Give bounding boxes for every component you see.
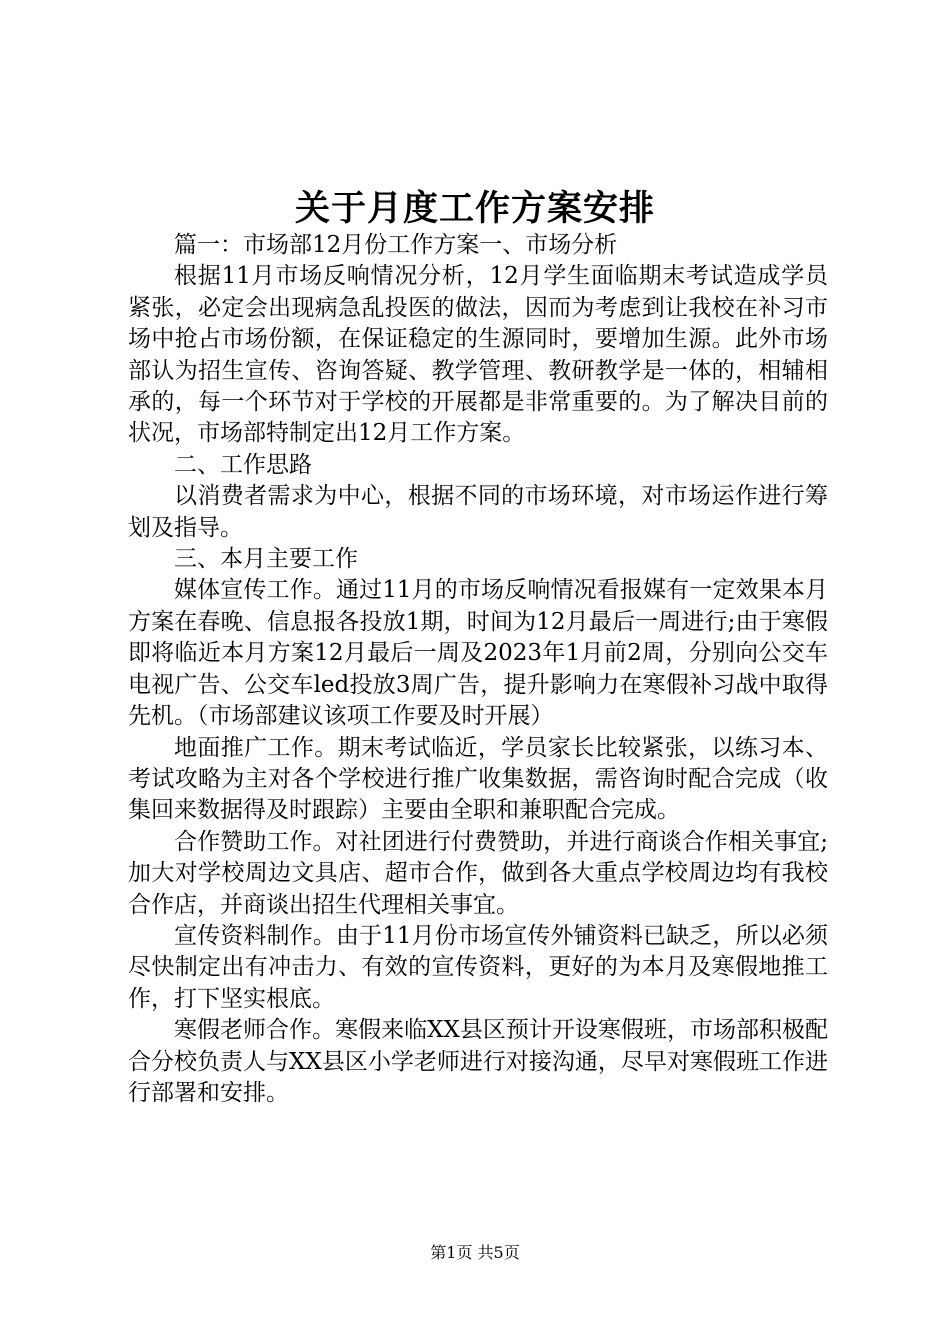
paragraph-section-intro: 篇一：市场部12月份工作方案一、市场分析 bbox=[174, 232, 618, 258]
heading-main-work: 三、本月主要工作 bbox=[174, 546, 358, 573]
document-title: 关于月度工作方案安排 bbox=[294, 188, 655, 229]
paragraph-work-approach: 以消费者需求为中心，根据不同的市场环境，对市场运作进行筹划及指导。 bbox=[128, 483, 828, 541]
page-footer: 第1页 共5页 bbox=[430, 1243, 520, 1262]
paragraph-sponsorship: 合作赞助工作。对社团进行付费赞助，并进行商谈合作相关事宜;加大对学校周边文具店、超市合作，做到各大重点学校周边均有我校合作店，并商谈出招生代理相关事宜。 bbox=[128, 828, 828, 918]
heading-work-approach: 二、工作思路 bbox=[174, 451, 312, 478]
paragraph-market-analysis: 根据11月市场反响情况分析，12月学生面临期末考试造成学员紧张，必定会出现病急乱投医的做法，因而为考虑到让我校在补习市场中抢占市场份额，在保证稳定的生源同时，要增加生源。此外市场部认为招生宣传、咨询答疑、教学管理、教研教学是一体的，相辅相承的，每一个环节对于学校的开展都是非常重要的。为了解决目前的状况，市场部特制定出12月工作方案。 bbox=[128, 263, 828, 447]
paragraph-media-promotion: 媒体宣传工作。通过11月的市场反响情况看报媒有一定效果本月方案在春晚、信息报各投放1期，时间为12月最后一周进行;由于寒假即将临近本月方案12月最后一周及2023年1月前2周，分别向公交车电视广告、公交车led投放3周广告，提升影响力在寒假补习战中取得先机。（市场部建议该项工作要及时开展） bbox=[128, 577, 828, 730]
paragraph-winter-teachers: 寒假老师合作。寒假来临XX县区预计开设寒假班，市场部积极配合分校负责人与XX县区小学老师进行对接沟通，尽早对寒假班工作进行部署和安排。 bbox=[128, 1017, 828, 1106]
document-body bbox=[128, 230, 828, 1109]
paragraph-materials: 宣传资料制作。由于11月份市场宣传外铺资料已缺乏，所以必须尽快制定出有冲击力、有效的宣传资料，更好的为本月及寒假地推工作，打下坚实根底。 bbox=[128, 922, 828, 1012]
paragraph-ground-promotion: 地面推广工作。期末考试临近，学员家长比较紧张，以练习本、考试攻略为主对各个学校进行推广收集数据，需咨询时配合完成（收集回来数据得及时跟踪）主要由全职和兼职配合完成。 bbox=[128, 734, 828, 824]
